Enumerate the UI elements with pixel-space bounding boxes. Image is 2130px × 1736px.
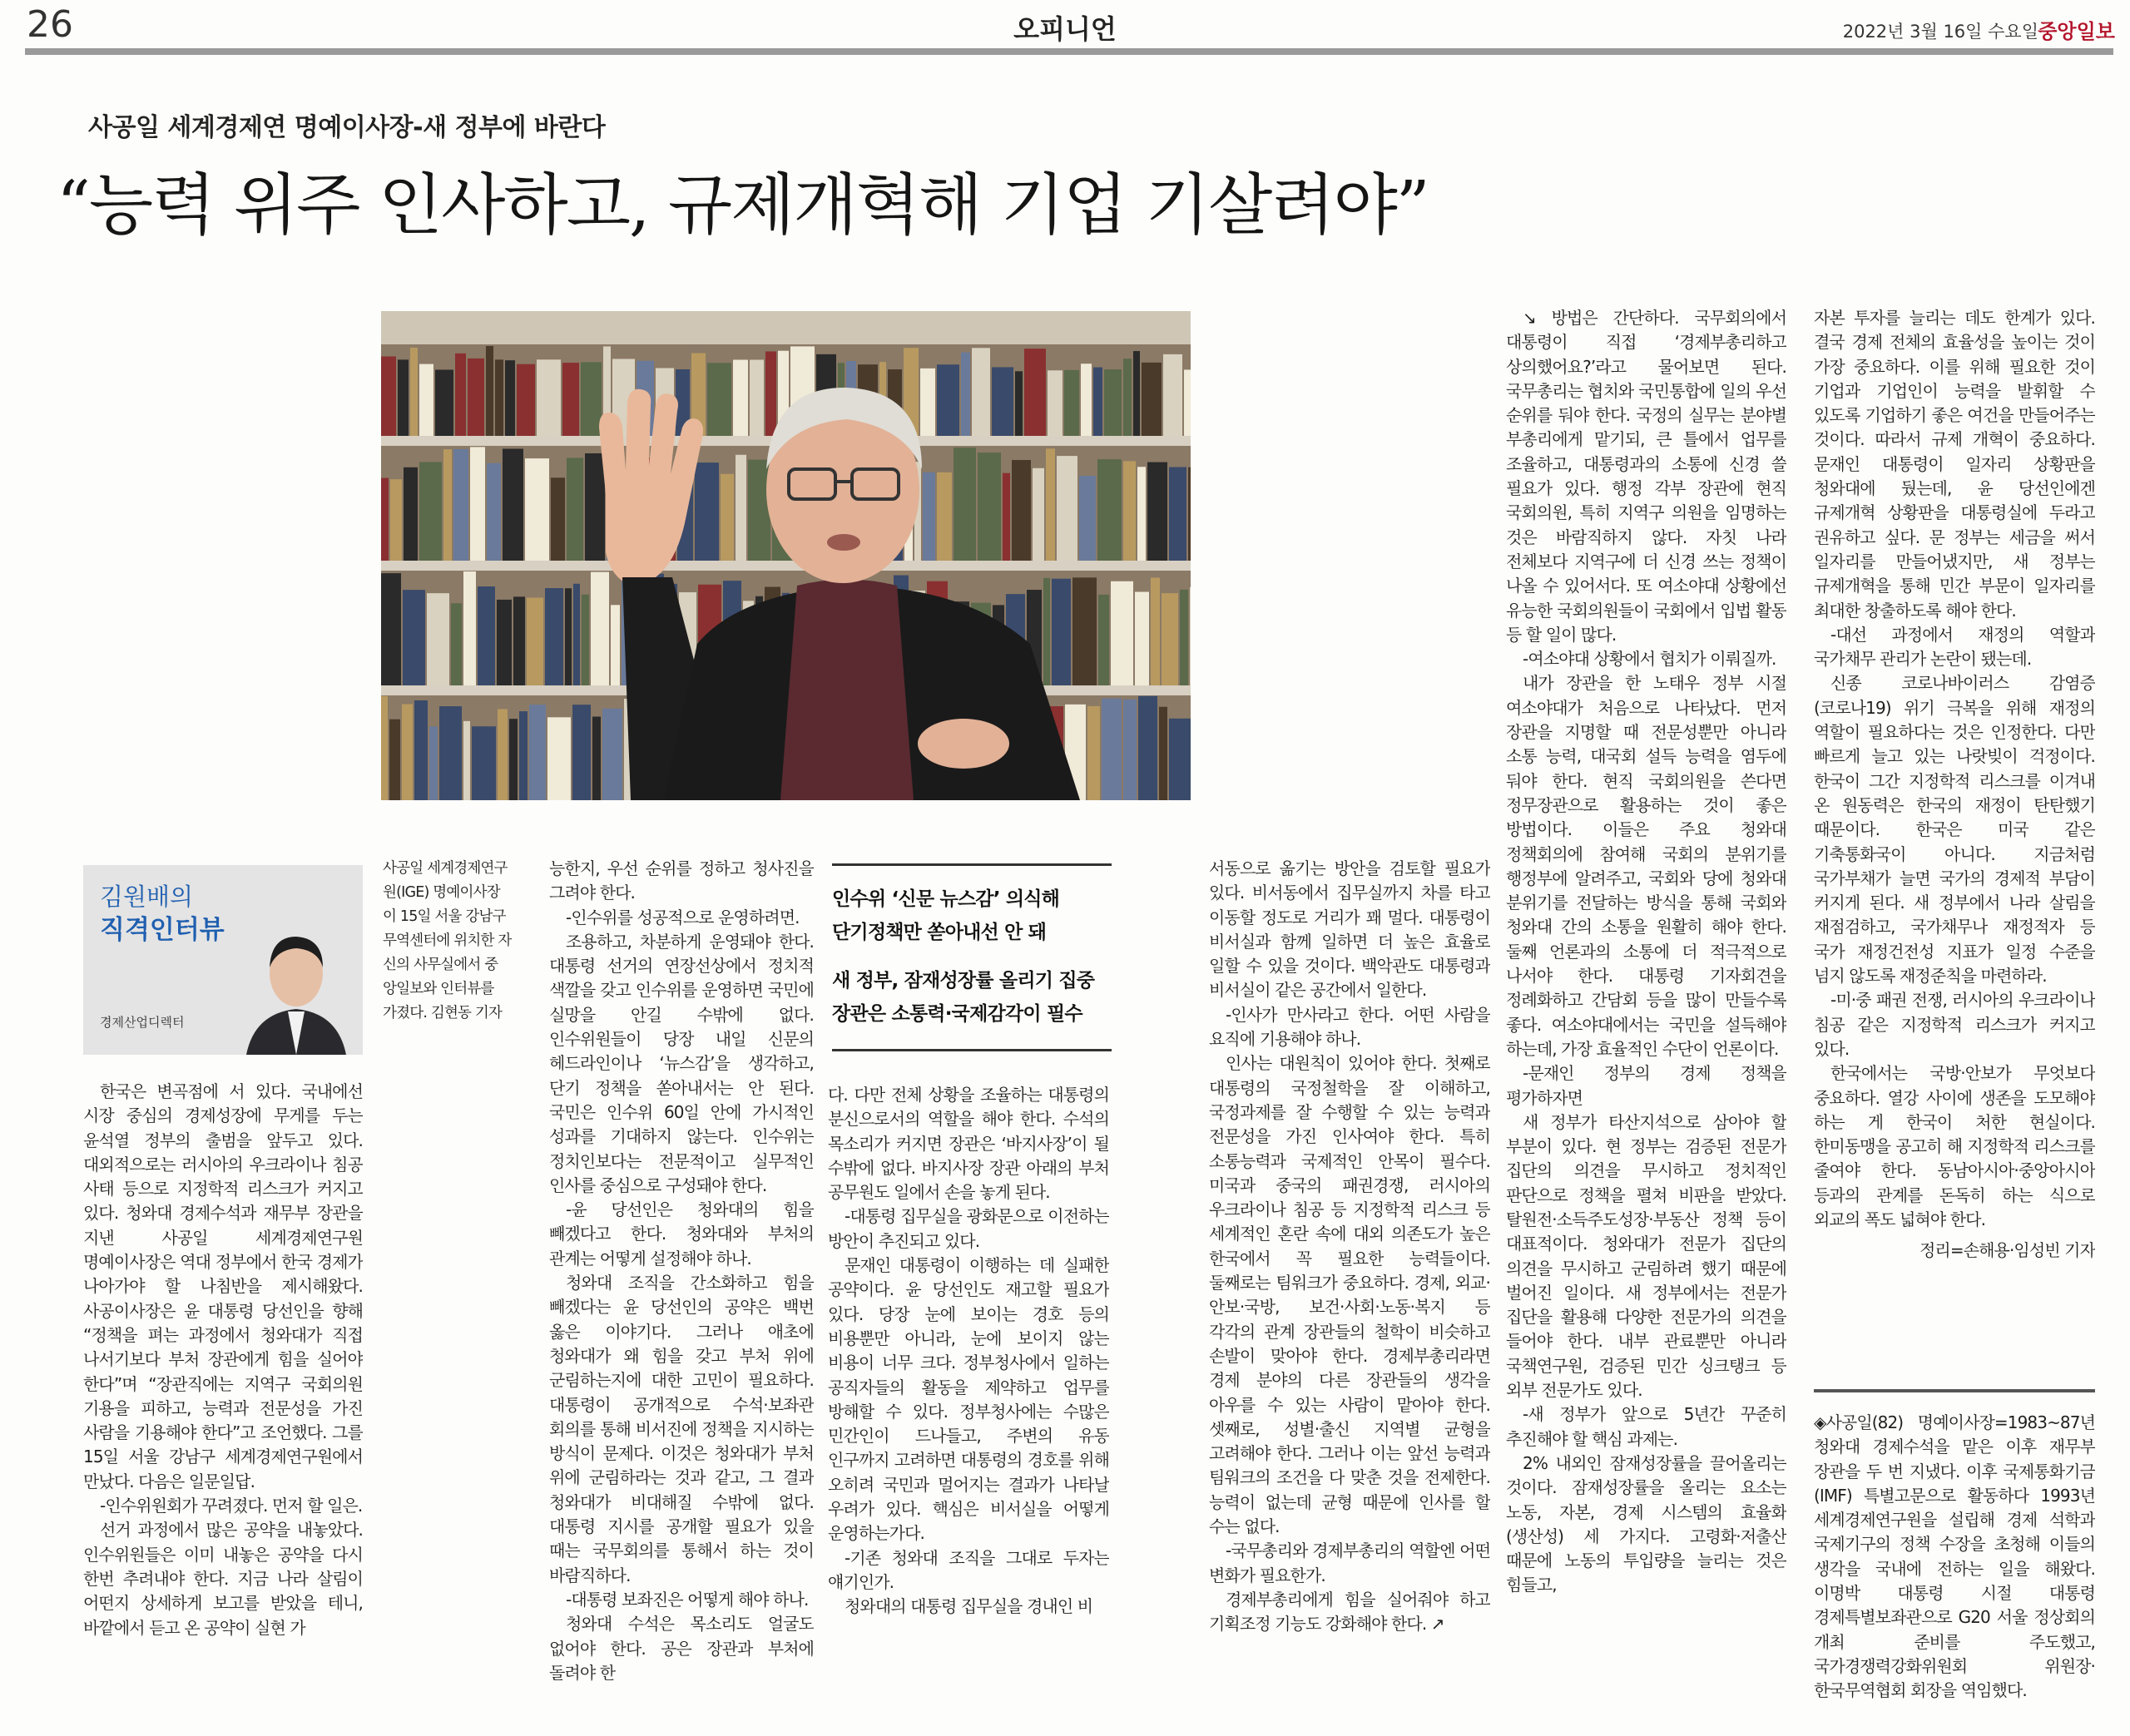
book-spine — [573, 584, 580, 685]
book-spine — [1033, 468, 1044, 561]
book-spine — [562, 363, 579, 436]
paragraph: 한국은 변곡점에 서 있다. 국내에선 시장 중심의 경제성장에 무게를 두는 윤석열 정부의 출범을 앞두고 있다. 대외적으로는 러시아의 우크라이나 침공 사태 등으로 지정학적 리스크가 커지고 있다. 청와대 경제수석과 재무부 장관을 지낸 사공일 세계경제연구원 명예이사장은 역대 정부에서 한국 경제가 나아가야 할 나침반을 제시해왔다. 사공이사장은 윤 대통령 당선인을 향해 “정책을 펴는 과정에서 청와대가 직접 나서기보다 부처 장관에게 힘을 실어야 한다”며 “장관직에는 지역구 국회의원 기용을 피하고, 능력과 전문성을 가진 사람을 기용해야 한다”고 조언했다. 그를 15일 서울 강남구 세계경제연구원에서 만났다. 다음은 일문일답. — [83, 1081, 363, 1491]
series-title: 직격인터뷰 — [100, 915, 225, 945]
paragraph: 내가 장관을 한 노태우 정부 시절 여소야대가 처음으로 나타났다. 먼저 장관을 지명할 때 전문성뿐만 아니라 소통 능력, 대국회 설득 능력을 염두에 둬야 한다. 현직 국회의원을 쓴다면 정무장관으로 활용하는 것이 좋은 방법이다. 이들은 주요 청와대 정책회의에 참여해 국회의 분위기를 행정부에 알려주고, 국회와 당에 청와대 분위기를 전달하는 방식을 통해 국회와 청와대 간의 소통을 원활히 해야 한다. 둘째 언론과의 소통에 더 적극적으로 나서야 한다. 대통령 기자회견을 정례화하고 간담회 등을 많이 만들수록 좋다. 여소야대에서는 국민을 설득해야 하는데, 가장 효율적인 수단이 언론이다. — [1506, 673, 1786, 1059]
book-spine — [381, 696, 388, 800]
paragraph: 선거 과정에서 많은 공약을 내놓았다. 인수위원들은 이미 내놓은 공약을 다시 한번 추려내야 한다. 지금 나라 살림이 어떤지 상세하게 보고를 받았을 테니, 바깥에서 듣고 온 공약이 실현 가 — [83, 1520, 363, 1638]
book-spine — [517, 364, 535, 436]
paragraph: 2% 내외인 잠재성장률을 끌어올리는 것이다. 잠재성장률을 올리는 요소는 노동, 자본, 경제 시스템의 효율화(생산성) 세 가지다. 고령화·저출산 때문에 노동의 투입량을 늘리는 것은 힘들고, — [1506, 1452, 1786, 1595]
book-spine — [398, 359, 409, 436]
paragraph: 서동으로 옮기는 방안을 검토할 필요가 있다. 비서동에서 집무실까지 차를 타고 이동할 정도로 거리가 꽤 멀다. 대통령이 비서실과 함께 일하면 더 높은 효율로 일할 수 있을 것이다. 백악관도 대통령과 비서실이 같은 공간에서 일한다. — [1209, 858, 1490, 1001]
paragraph: 다. 다만 전체 상황을 조율하는 대통령의 분신으로서의 역할을 해야 한다. 수석의 목소리가 커지면 장관은 ‘바지사장’이 될 수밖에 없다. 바지사장 장관 아래의 부처 공무원도 일에서 손을 놓게 된다. — [828, 1085, 1109, 1203]
interview-photo — [381, 311, 1191, 800]
book-spine — [1064, 370, 1079, 436]
book-spine — [611, 605, 620, 685]
book-spine — [1151, 577, 1160, 685]
body-column-6 — [1814, 306, 2095, 1346]
book-spine — [1079, 476, 1096, 561]
book-spine — [527, 597, 543, 685]
book-spine — [1184, 369, 1191, 436]
book-spine — [478, 586, 495, 685]
book-spine — [1159, 707, 1167, 800]
question: -인수위원회가 꾸려졌다. 먼저 할 일은. — [100, 1496, 363, 1516]
book-spine — [495, 359, 503, 436]
book-spine — [443, 449, 452, 561]
book-spine — [1163, 354, 1182, 436]
book-spine — [1180, 590, 1188, 685]
paragraph: 신종 코로나바이러스 감염증(코로나19) 위기 극복을 위해 재정의 역할이 필요하다는 것은 인정한다. 다만 빠르게 늘고 있는 나랏빚이 걱정이다. 한국이 그간 지정학적 리스크를 이겨내 온 원동력은 한국의 재정이 탄탄했기 때문이다. 한국은 미국 같은 기축통화국이 아니다. 지금처럼 국가부채가 늘면 국가의 경제적 부담이 커지게 된다. 새 정부에서 나라 살림을 재점검하고, 국가채무나 재정적자 등 국가 재정건전성 지표가 일정 수준을 넘지 않도록 재정준칙을 마련하라. — [1814, 673, 2095, 987]
series-badge — [83, 865, 363, 1055]
book-spine — [419, 462, 442, 561]
caption-line: 신의 사무실에서 중 — [383, 957, 498, 973]
pull-quote-line: 단기정책만 쏟아내선 안 돼 — [832, 922, 1047, 943]
pull-quote-rule — [832, 1049, 1112, 1051]
interviewee-bio — [1814, 1411, 2095, 1730]
book-spine — [1123, 700, 1137, 800]
book-spine — [505, 360, 515, 436]
book-spine — [529, 705, 546, 800]
body-column-5 — [1506, 306, 1786, 1730]
question: -기존 청와대 조직을 그대로 두자는 얘기인가. — [828, 1547, 1109, 1592]
book-spine — [1097, 459, 1122, 561]
book-spine — [937, 472, 952, 561]
book-spine — [961, 353, 970, 436]
book-spine — [1123, 461, 1136, 561]
book-spine — [381, 356, 396, 436]
book-spine — [1123, 359, 1132, 436]
book-spine — [509, 719, 518, 800]
book-spine — [1147, 462, 1167, 561]
book-spine — [695, 462, 719, 561]
book-spine — [582, 595, 589, 685]
book-spine — [498, 709, 508, 800]
turtleneck — [780, 580, 914, 801]
caption-line: 가졌다. 김현동 기자 — [383, 1005, 503, 1021]
book-spine — [404, 467, 418, 561]
book-spine — [403, 590, 425, 685]
book-spine — [468, 359, 484, 436]
book-spine — [585, 453, 605, 561]
book-spine — [736, 455, 746, 561]
body-column-1 — [83, 1080, 363, 1729]
book-spine — [937, 364, 959, 436]
book-spine — [1169, 719, 1191, 800]
pull-quote-line: 새 정부, 잠재성장률 올리기 집중 — [832, 970, 1095, 992]
paragraph: 청와대 수석은 목소리도 얼굴도 없어야 한다. 공은 장관과 부처에 돌려야 한 — [549, 1614, 814, 1683]
bio-text: ◈사공일(82) 명예이사장=1983~87년 청와대 경제수석을 맡은 이후 재무부 장관을 두 번 지냈다. 이후 국제통화기금(IMF) 특별고문으로 활동하다 1993년 세계경제연구원을 설립해 경제 석학과 국제기구의 정책 수장을 초청해 이들의 생각을 국내에 전하는 일을 해왔다. 이명박 대통령 시절 대통령 경제특별보좌관으로 G20 서울 정상회의 개최 준비를 주도했고, 국가경쟁력강화위원회 위원장·한국무역협회 회장을 역임했다. — [1814, 1412, 2095, 1701]
paragraph: 한국에서는 국방·안보가 무엇보다 중요하다. 열강 사이에 생존을 도모해야 하는 게 한국이 처한 현실이다. 한미동맹을 공고히 해 지정학적 리스크를 줄여야 한다. 동남아시아·중앙아시아 등과의 관계를 돈독히 하는 식으로 외교의 폭도 넓혀야 한다. — [1814, 1063, 2095, 1229]
photo-caption — [383, 857, 526, 1026]
book-spine — [992, 367, 1013, 436]
book-spine — [721, 474, 734, 561]
book-spine — [1043, 578, 1050, 685]
book-spine — [1048, 370, 1063, 436]
book-spine — [972, 348, 990, 436]
book-spine — [1098, 595, 1109, 685]
page-number: 26 — [27, 3, 73, 46]
book-spine — [389, 720, 400, 800]
book-spine — [463, 571, 476, 685]
section-title: 오피니언 — [1013, 13, 1117, 45]
book-spine — [427, 593, 449, 685]
body-column-4 — [1209, 857, 1490, 1730]
body-column-2 — [549, 857, 814, 1730]
book-spine — [765, 351, 776, 436]
book-spine — [547, 717, 571, 800]
reporter-credit: 정리=손해용·임성빈 기자 — [1919, 1240, 2095, 1261]
caption-line: 원(IGE) 명예이사장 — [383, 884, 500, 901]
paragraph: 청와대의 대통령 집무실을 경내인 비 — [845, 1596, 1093, 1617]
book-spine — [1102, 699, 1122, 800]
book-spine — [410, 348, 418, 436]
author-portrait — [238, 922, 354, 1055]
book-spine — [923, 472, 935, 561]
paragraph: 조용하고, 차분하게 운영돼야 한다. 대통령 선거의 연장선상에서 정치적 색깔을 갖고 인수위를 운영하면 국민에 실망을 안길 수밖에 없다. 인수위원들이 당장 내일 신문의 헤드라인이나 ‘뉴스감’을 생각하고, 단기 정책을 쏟아내서는 안 된다. 국민은 인수위 60일 안에 가시적인 성과를 기대하지 않는다. 인수위는 정치인보다는 전문적이고 실무적인 인사를 중심으로 구성돼야 한다. — [549, 931, 814, 1195]
author-role: 경제산업디렉터 — [100, 1015, 185, 1030]
book-spine — [435, 369, 453, 436]
book-spine — [1087, 706, 1100, 800]
book-spine — [551, 477, 565, 561]
book-spine — [1081, 364, 1092, 436]
book-spine — [503, 449, 523, 561]
newspaper-logo: 중앙일보 — [2038, 20, 2115, 43]
book-spine — [1169, 467, 1186, 561]
book-spine — [1012, 460, 1031, 561]
book-spine — [486, 346, 493, 436]
article-headline: “능력 위주 인사하고, 규제개혁해 기업 기살려야” — [57, 166, 1429, 244]
book-spine — [463, 721, 470, 800]
caption-line: 무역센터에 위치한 자 — [383, 932, 512, 949]
paragraph: 자본 투자를 늘리는 데도 한계가 있다. 결국 경제 전체의 효율성을 높이는 것이 가장 중요하다. 이를 위해 필요한 것이 기업과 기업인이 능력을 발휘할 수 있도록 기업하기 좋은 여건을 만들어주는 것이다. 따라서 규제 개혁이 중요하다. 문재인 대통령이 일자리 상황판을 청와대에 뒀는데, 윤 당선인에겐 규제개혁 상황판을 대통령실에 두라고 권유하고 싶다. 문 정부는 세금을 써서 일자리를 만들어냈지만, 새 정부는 규제개혁을 통해 민간 부문이 일자리를 최대한 창출하도록 해야 한다. — [1814, 308, 2095, 621]
book-spine — [419, 364, 433, 436]
pull-quote-line: 장관은 소통력·국제감각이 필수 — [832, 1003, 1082, 1025]
book-spine — [455, 354, 466, 436]
book-spine — [1024, 349, 1046, 436]
header-rule — [25, 48, 2113, 55]
question: -대통령 집무실을 광화문으로 이전하는 방안이 추진되고 있다. — [828, 1206, 1109, 1251]
book-spine — [1137, 467, 1146, 561]
bio-rule — [1814, 1389, 2095, 1392]
book-spine — [381, 478, 389, 561]
book-spine — [381, 573, 401, 685]
book-spine — [565, 588, 572, 685]
book-spine — [748, 460, 770, 561]
question: -인수위를 성공적으로 운영하려면. — [566, 907, 800, 927]
question: -여소야대 상황에서 협치가 이뤄질까. — [1523, 649, 1776, 670]
book-spine — [567, 457, 583, 561]
book-spine — [1093, 368, 1102, 436]
paragraph: 능한지, 우선 순위를 정하고 청사진을 그려야 한다. — [549, 858, 814, 903]
book-spine — [1111, 581, 1133, 685]
book-spine — [1072, 577, 1097, 685]
book-spine — [978, 453, 1001, 561]
question: -미·중 패권 전쟁, 러시아의 우크라이나 침공 같은 지정학적 리스크가 커지고 있다. — [1814, 990, 2095, 1059]
paragraph: ↘ 방법은 간단하다. 국무회의에서 대통령이 직접 ‘경제부총리하고 상의했어요?’라고 물어보면 된다. 국무총리는 협치와 국민통합에 일의 우선 순위를 둬야 한다. 국정의 실무는 분야별 부총리에게 맡기되, 큰 틀에서 업무를 조율하고, 대통령과의 소통에 신경 쓸 필요가 있다. 행정 각부 장관에 현직 국회의원, 특히 지역구 의원을 임명하는 것은 바람직하지 않다. 자칫 나라 전체보다 지역구에 더 신경 쓰는 정책이 나올 수 있어서다. 또 여소야대 상황에선 유능한 국회의원들이 국회에서 입법 활동 등 할 일이 많다. — [1506, 308, 1786, 645]
question: -대선 과정에서 재정의 역할과 국가채무 관리가 논란이 됐는데. — [1814, 624, 2095, 670]
series-author: 김원배의 — [100, 883, 194, 911]
paragraph: 경제부총리에게 힘을 실어줘야 하고 기획조정 기능도 강화해야 한다. ↗ — [1209, 1589, 1490, 1635]
book-spine — [390, 479, 402, 561]
article-kicker: 사공일 세계경제연 명예이사장-새 정부에 바란다 — [88, 113, 606, 142]
book-spine — [1190, 587, 1191, 685]
book-spine — [1162, 593, 1178, 685]
book-spine — [591, 572, 609, 685]
book-spine — [592, 717, 601, 800]
book-spine — [402, 704, 413, 800]
book-spine — [572, 705, 591, 800]
book-spine — [470, 447, 485, 561]
book-spine — [954, 448, 976, 561]
book-spine — [525, 458, 549, 561]
paragraph: 인사는 대원칙이 있어야 한다. 첫째로 대통령의 국정철학을 잘 이해하고, 국정과제를 잘 수행할 수 있는 능력과 전문성을 가진 인사여야 한다. 특히 소통능력과 국제적인 안목이 필수다. 미국과 중국의 패권경쟁, 러시아의 우크라이나 침공 등 지정학적 리스크 등 세계적인 혼란 속에 대외 의존도가 높은 한국에서 꼭 필요한 능력들이다. 둘째로는 팀워크가 중요하다. 경제, 외교·안보·국방, 보건·사회·노동·복지 등 각각의 관계 장관들의 철학이 비슷하고 손발이 맞아야 한다. 경제부총리라면 경제 분야의 다른 장관들의 생각을 아우를 수 있는 사람이 맡아야 한다. 셋째로, 성별·출신 지역별 균형을 고려해야 한다. 그러나 이는 앞선 능력과 팀워크의 조건을 다 맞춘 것을 전제한다. 능력이 없는데 균형 때문에 인사를 할 수는 없다. — [1209, 1053, 1490, 1537]
question: -국무총리와 경제부총리의 역할엔 어떤 변화가 필요한가. — [1209, 1541, 1490, 1585]
paragraph: 청와대 조직을 간소화하고 힘을 빼겠다는 윤 당선인의 공약은 백번 옳은 이야기다. 그러나 애초에 청와대가 왜 힘을 갖고 부처 위에 군림하는지에 대한 고민이 필요하다. 대통령이 공개적으로 수석·보좌관 회의를 통해 비서진에 정책을 지시하는 방식이 문제다. 이것은 청와대가 부처 위에 군림하라는 것과 같고, 그 결과 청와대가 비대해질 수밖에 없다. 대통령 지시를 공개할 필요가 있을 때는 국무회의를 통해서 하는 것이 바람직하다. — [549, 1273, 814, 1585]
book-spine — [1104, 369, 1122, 436]
question: -새 정부가 앞으로 5년간 꾸준히 추진해야 할 핵심 과제는. — [1506, 1404, 1786, 1449]
book-spine — [429, 726, 438, 800]
book-spine — [1133, 351, 1140, 436]
book-spine — [1057, 456, 1077, 561]
dateline: 2022년 3월 16일 수요일 — [1842, 22, 2038, 42]
book-spine — [581, 362, 602, 436]
caption-line: 앙일보와 인터뷰를 — [383, 981, 494, 997]
question: -윤 당선인은 청와대의 힘을 빼겠다고 한다. 청와대와 부처의 관계는 어떻게 설정해야 하나. — [549, 1199, 814, 1269]
book-spine — [497, 600, 512, 685]
book-spine — [1015, 371, 1023, 436]
paragraph: 문재인 대통령이 이행하는 데 실패한 공약이다. 윤 당선인도 재고할 필요가 있다. 당장 눈에 보이는 경호 등의 비용뿐만 아니라, 눈에 보이지 않는 비용이 너무 크다. 정부청사에서 일하는 공직자들의 활동을 제약하고 업무를 방해할 수 있다. 정부청사에는 수많은 민간인이 드나들고, 주변의 유동 인구까지 고려하면 대통령의 경호를 위해 오히려 국민과 멀어지는 결과가 나타날 우려가 있다. 핵심은 비서실을 어떻게 운영하는가다. — [828, 1255, 1109, 1544]
book-spine — [1135, 592, 1149, 685]
paragraph: 새 정부가 타산지석으로 삼아야 할 부분이 있다. 현 정부는 검증된 전문가 집단의 의견을 무시하고 정치적인 판단으로 정책을 펼쳐 비판을 받았다. 탈원전·소득주도성장·부동산 정책 등이 대표적이다. 청와대가 전문가 집단의 의견을 무시하고 군림하려 했기 때문에 벌어진 일이다. 새 정부에서는 전문가 집단을 활용해 다양한 전문가의 의견을 들어야 한다. 내부 관료뿐만 아니라 국책연구원, 검증된 민간 싱크탱크 등 외부 전문가도 있다. — [1506, 1111, 1786, 1401]
book-spine — [513, 596, 525, 685]
book-spine — [1188, 467, 1191, 561]
book-spine — [920, 368, 935, 436]
book-spine — [750, 360, 764, 436]
book-spine — [1138, 696, 1157, 800]
caption-line: 사공일 세계경제연구 — [383, 860, 508, 877]
book-spine — [545, 588, 563, 685]
question: -대통령 보좌진은 어떻게 해야 하나. — [566, 1589, 809, 1610]
book-spine — [414, 700, 428, 800]
book-spine — [472, 726, 496, 800]
question: -인사가 만사라고 한다. 어떤 사람을 요직에 기용해야 하나. — [1209, 1004, 1490, 1050]
book-spine — [439, 706, 462, 800]
book-spine — [1052, 579, 1071, 685]
book-spine — [537, 359, 561, 436]
caption-line: 이 15일 서울 강남구 — [383, 908, 506, 925]
book-spine — [1142, 363, 1162, 436]
book-spine — [602, 709, 622, 800]
gesturing-hand — [918, 719, 1009, 769]
book-spine — [733, 360, 748, 436]
body-column-3 — [828, 1083, 1109, 1732]
book-spine — [487, 463, 501, 561]
book-spine — [453, 449, 468, 561]
book-spine — [451, 603, 462, 685]
book-spine — [519, 711, 528, 800]
book-spine — [707, 363, 731, 436]
question: -문재인 정부의 경제 정책을 평가하자면 — [1506, 1063, 1786, 1108]
pull-quote-line: 인수위 ‘신문 뉴스감’ 의식해 — [832, 888, 1060, 910]
pull-quote — [832, 863, 1112, 1051]
book-spine — [1003, 473, 1010, 561]
book-spine — [1046, 448, 1055, 561]
